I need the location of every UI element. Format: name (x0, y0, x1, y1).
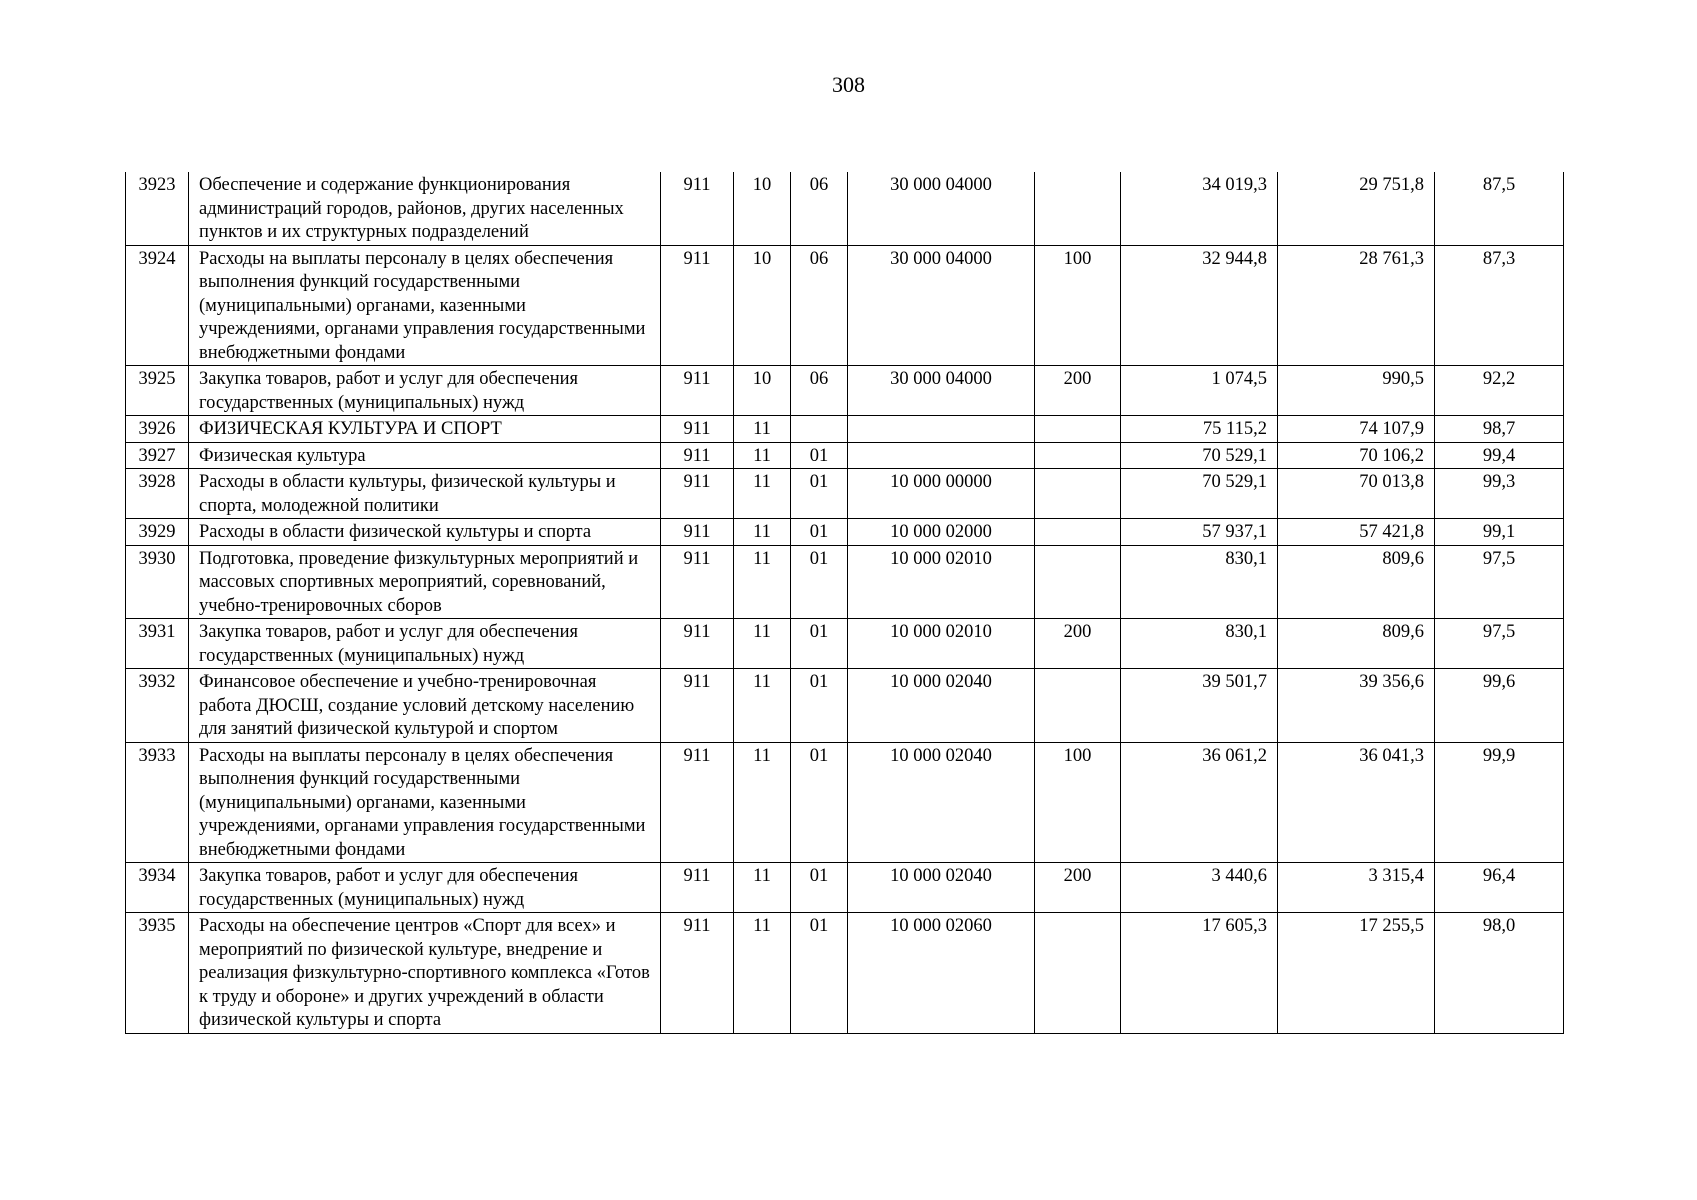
expense-type-cell (1035, 669, 1121, 743)
execution-percent-cell: 99,1 (1435, 519, 1564, 546)
section-code-cell: 11 (734, 519, 791, 546)
execution-percent-cell: 99,3 (1435, 469, 1564, 519)
expense-type-cell (1035, 172, 1121, 245)
table-row (126, 742, 1564, 863)
target-article-cell (848, 416, 1035, 443)
plan-amount-cell: 830,1 (1121, 619, 1278, 669)
target-article-cell: 30 000 04000 (848, 245, 1035, 366)
table-row (126, 619, 1564, 669)
fact-amount-cell: 39 356,6 (1278, 669, 1435, 743)
expense-type-cell: 200 (1035, 366, 1121, 416)
section-code-cell: 11 (734, 913, 791, 1034)
expense-name-cell: Закупка товаров, работ и услуг для обеспечения государственных (муниципальных) нужд (189, 366, 661, 416)
subsection-code-cell: 01 (791, 742, 848, 863)
expense-type-cell (1035, 469, 1121, 519)
plan-amount-cell: 1 074,5 (1121, 366, 1278, 416)
fact-amount-cell: 809,6 (1278, 619, 1435, 669)
expense-type-cell: 100 (1035, 245, 1121, 366)
section-code-cell: 11 (734, 619, 791, 669)
row-number-cell: 3928 (126, 469, 189, 519)
target-article-cell: 30 000 04000 (848, 172, 1035, 245)
table-row (126, 442, 1564, 469)
subsection-code-cell: 01 (791, 442, 848, 469)
plan-amount-cell: 70 529,1 (1121, 442, 1278, 469)
expense-type-cell: 200 (1035, 619, 1121, 669)
expense-name-cell: Расходы на обеспечение центров «Спорт для всех» и мероприятий по физической культуре, внедрение и реализация физкультурно-спортивного комплекса «Готов к труду и обороне» и других учреждений в области физической культуры и спорта (189, 913, 661, 1034)
plan-amount-cell: 36 061,2 (1121, 742, 1278, 863)
expense-name-cell: Физическая культура (189, 442, 661, 469)
grbs-code-cell: 911 (661, 519, 734, 546)
grbs-code-cell: 911 (661, 366, 734, 416)
plan-amount-cell: 39 501,7 (1121, 669, 1278, 743)
target-article-cell: 10 000 02040 (848, 742, 1035, 863)
table-row (126, 366, 1564, 416)
target-article-cell: 10 000 02040 (848, 863, 1035, 913)
expense-name-cell: Расходы в области физической культуры и спорта (189, 519, 661, 546)
execution-percent-cell: 99,6 (1435, 669, 1564, 743)
plan-amount-cell: 17 605,3 (1121, 913, 1278, 1034)
row-number-cell: 3934 (126, 863, 189, 913)
table-row (126, 519, 1564, 546)
table-row (126, 913, 1564, 1034)
execution-percent-cell: 98,7 (1435, 416, 1564, 443)
grbs-code-cell: 911 (661, 545, 734, 619)
table-row (126, 416, 1564, 443)
row-number-cell: 3933 (126, 742, 189, 863)
grbs-code-cell: 911 (661, 245, 734, 366)
execution-percent-cell: 98,0 (1435, 913, 1564, 1034)
execution-percent-cell: 99,4 (1435, 442, 1564, 469)
expense-name-cell: ФИЗИЧЕСКАЯ КУЛЬТУРА И СПОРТ (189, 416, 661, 443)
subsection-code-cell: 01 (791, 913, 848, 1034)
subsection-code-cell: 06 (791, 366, 848, 416)
target-article-cell: 10 000 02060 (848, 913, 1035, 1034)
expense-type-cell: 200 (1035, 863, 1121, 913)
row-number-cell: 3925 (126, 366, 189, 416)
grbs-code-cell: 911 (661, 913, 734, 1034)
fact-amount-cell: 70 013,8 (1278, 469, 1435, 519)
grbs-code-cell: 911 (661, 669, 734, 743)
table-row (126, 172, 1564, 245)
execution-percent-cell: 87,5 (1435, 172, 1564, 245)
section-code-cell: 10 (734, 172, 791, 245)
subsection-code-cell: 01 (791, 469, 848, 519)
subsection-code-cell (791, 416, 848, 443)
plan-amount-cell: 75 115,2 (1121, 416, 1278, 443)
subsection-code-cell: 01 (791, 619, 848, 669)
expense-name-cell: Обеспечение и содержание функционирования администраций городов, районов, других населенных пунктов и их структурных подразделений (189, 172, 661, 245)
target-article-cell: 10 000 02010 (848, 619, 1035, 669)
plan-amount-cell: 34 019,3 (1121, 172, 1278, 245)
plan-amount-cell: 830,1 (1121, 545, 1278, 619)
subsection-code-cell: 01 (791, 545, 848, 619)
row-number-cell: 3927 (126, 442, 189, 469)
row-number-cell: 3932 (126, 669, 189, 743)
grbs-code-cell: 911 (661, 469, 734, 519)
execution-percent-cell: 99,9 (1435, 742, 1564, 863)
subsection-code-cell: 01 (791, 669, 848, 743)
table-row (126, 545, 1564, 619)
grbs-code-cell: 911 (661, 172, 734, 245)
table-row (126, 469, 1564, 519)
execution-percent-cell: 96,4 (1435, 863, 1564, 913)
target-article-cell: 10 000 02000 (848, 519, 1035, 546)
expense-type-cell (1035, 519, 1121, 546)
row-number-cell: 3935 (126, 913, 189, 1034)
execution-percent-cell: 92,2 (1435, 366, 1564, 416)
row-number-cell: 3923 (126, 172, 189, 245)
fact-amount-cell: 3 315,4 (1278, 863, 1435, 913)
execution-percent-cell: 87,3 (1435, 245, 1564, 366)
target-article-cell: 10 000 00000 (848, 469, 1035, 519)
expense-type-cell (1035, 416, 1121, 443)
fact-amount-cell: 17 255,5 (1278, 913, 1435, 1034)
expense-name-cell: Расходы на выплаты персоналу в целях обеспечения выполнения функций государственными (муниципальными) органами, казенными учреждениями, органами управления государственными внебюджетными фондами (189, 742, 661, 863)
grbs-code-cell: 911 (661, 619, 734, 669)
fact-amount-cell: 74 107,9 (1278, 416, 1435, 443)
execution-percent-cell: 97,5 (1435, 619, 1564, 669)
page-number: 308 (832, 72, 865, 97)
target-article-cell: 30 000 04000 (848, 366, 1035, 416)
table-row (126, 863, 1564, 913)
plan-amount-cell: 70 529,1 (1121, 469, 1278, 519)
section-code-cell: 11 (734, 416, 791, 443)
expense-type-cell (1035, 442, 1121, 469)
row-number-cell: 3930 (126, 545, 189, 619)
section-code-cell: 10 (734, 366, 791, 416)
section-code-cell: 10 (734, 245, 791, 366)
section-code-cell: 11 (734, 442, 791, 469)
section-code-cell: 11 (734, 469, 791, 519)
grbs-code-cell: 911 (661, 742, 734, 863)
section-code-cell: 11 (734, 863, 791, 913)
expense-name-cell: Закупка товаров, работ и услуг для обеспечения государственных (муниципальных) нужд (189, 863, 661, 913)
table-row (126, 669, 1564, 743)
subsection-code-cell: 06 (791, 245, 848, 366)
fact-amount-cell: 29 751,8 (1278, 172, 1435, 245)
fact-amount-cell: 990,5 (1278, 366, 1435, 416)
execution-percent-cell: 97,5 (1435, 545, 1564, 619)
section-code-cell: 11 (734, 545, 791, 619)
fact-amount-cell: 809,6 (1278, 545, 1435, 619)
fact-amount-cell: 36 041,3 (1278, 742, 1435, 863)
subsection-code-cell: 01 (791, 863, 848, 913)
target-article-cell: 10 000 02040 (848, 669, 1035, 743)
row-number-cell: 3931 (126, 619, 189, 669)
expense-name-cell: Финансовое обеспечение и учебно-тренировочная работа ДЮСШ, создание условий детскому населению для занятий физической культурой и спортом (189, 669, 661, 743)
subsection-code-cell: 06 (791, 172, 848, 245)
section-code-cell: 11 (734, 669, 791, 743)
expense-type-cell (1035, 913, 1121, 1034)
row-number-cell: 3926 (126, 416, 189, 443)
expense-name-cell: Расходы в области культуры, физической культуры и спорта, молодежной политики (189, 469, 661, 519)
plan-amount-cell: 3 440,6 (1121, 863, 1278, 913)
target-article-cell (848, 442, 1035, 469)
row-number-cell: 3929 (126, 519, 189, 546)
plan-amount-cell: 57 937,1 (1121, 519, 1278, 546)
expense-name-cell: Подготовка, проведение физкультурных мероприятий и массовых спортивных мероприятий, соревнований, учебно-тренировочных сборов (189, 545, 661, 619)
grbs-code-cell: 911 (661, 442, 734, 469)
target-article-cell: 10 000 02010 (848, 545, 1035, 619)
table-row (126, 245, 1564, 366)
fact-amount-cell: 70 106,2 (1278, 442, 1435, 469)
grbs-code-cell: 911 (661, 416, 734, 443)
table-body (126, 172, 1564, 1033)
budget-table (125, 172, 1564, 1034)
expense-type-cell: 100 (1035, 742, 1121, 863)
plan-amount-cell: 32 944,8 (1121, 245, 1278, 366)
fact-amount-cell: 57 421,8 (1278, 519, 1435, 546)
expense-name-cell: Расходы на выплаты персоналу в целях обеспечения выполнения функций государственными (муниципальными) органами, казенными учреждениями, органами управления государственными внебюджетными фондами (189, 245, 661, 366)
fact-amount-cell: 28 761,3 (1278, 245, 1435, 366)
section-code-cell: 11 (734, 742, 791, 863)
row-number-cell: 3924 (126, 245, 189, 366)
grbs-code-cell: 911 (661, 863, 734, 913)
subsection-code-cell: 01 (791, 519, 848, 546)
expense-name-cell: Закупка товаров, работ и услуг для обеспечения государственных (муниципальных) нужд (189, 619, 661, 669)
expense-type-cell (1035, 545, 1121, 619)
